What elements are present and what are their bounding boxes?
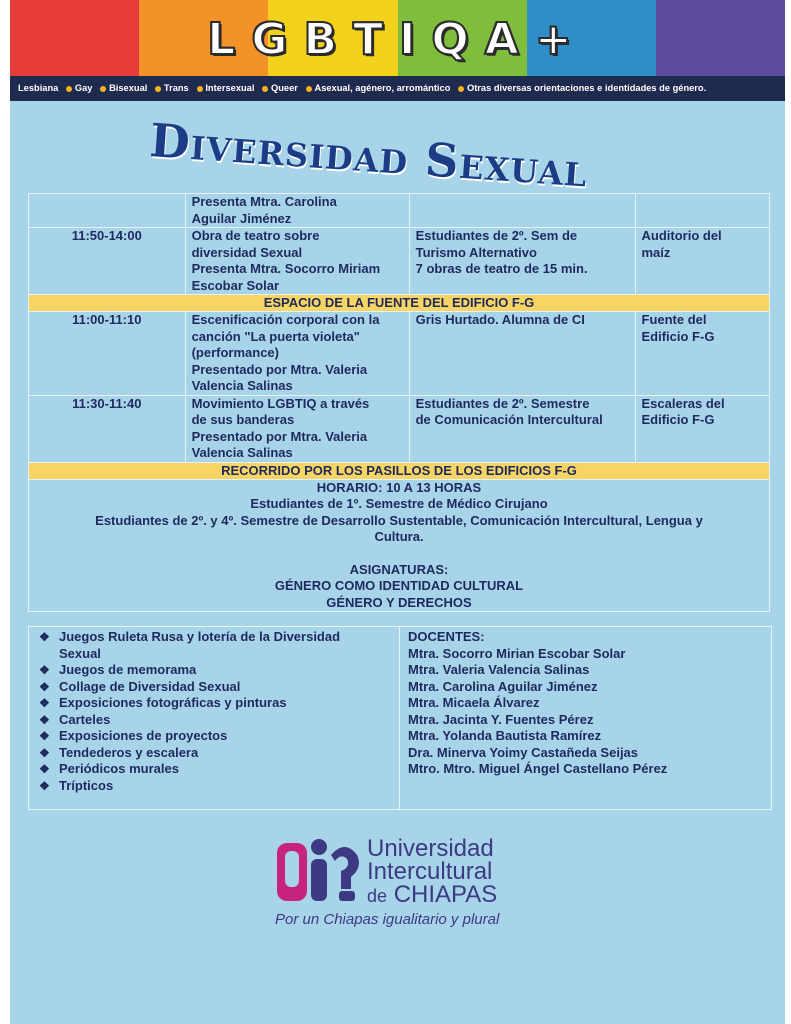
list-item-line: Exposiciones de proyectos (59, 728, 228, 743)
location-cell (635, 228, 770, 295)
diamond-bullet-icon: ❖ (39, 762, 50, 776)
category-item: Otras diversas orientaciones e identidades de género. (466, 83, 707, 93)
activities-list (29, 627, 400, 809)
activity-cell (185, 194, 409, 228)
activity-line: Obra de teatro sobre (191, 228, 320, 243)
activity-line: diversidad Sexual (191, 244, 303, 260)
activity-line: Valencia Salinas (191, 378, 293, 393)
university-slogan: Por un Chiapas igualitario y plural (275, 911, 500, 928)
subjects-label: ASIGNATURAS: (349, 561, 449, 577)
activity-line: Presentado por Mtra. Valeria (191, 428, 368, 444)
audience-line: Cultura. (374, 529, 424, 544)
location-cell (635, 312, 770, 396)
activity-cell (185, 228, 409, 295)
audience-line: Estudiantes de 2º. y 4º. Semestre de Desarrollo Sustentable, Comunicación Intercultural, Lengua y (95, 512, 703, 528)
route-info-cell (29, 479, 770, 612)
docente-name: Mtro. Mtro. Miguel Ángel Castellano Pérez (408, 761, 668, 776)
list-item-line: Carteles (59, 711, 111, 727)
category-item: Trans (163, 83, 189, 93)
diamond-bullet-icon: ❖ (39, 729, 50, 743)
bullet-dot-icon (458, 86, 464, 92)
bullet-dot-icon (262, 86, 268, 92)
category-item: Queer (271, 83, 298, 93)
list-item-line: Juegos Ruleta Rusa y lotería de la Diversidad (59, 629, 341, 644)
university-name-de: de (367, 886, 388, 906)
docente-name: Mtra. Micaela Álvarez (408, 695, 540, 710)
docente-name: Mtra. Jacinta Y. Fuentes Pérez (408, 711, 594, 727)
location-cell (635, 194, 770, 228)
activity-line: (performance) (191, 345, 279, 360)
activity-line: Aguilar Jiménez (191, 210, 292, 226)
time-cell: 11:50-14:00 (29, 228, 186, 295)
table-row (29, 228, 770, 295)
category-item: Asexual, agénero, arromántico (314, 83, 451, 93)
location-cell (635, 395, 770, 462)
bullet-dot-icon (306, 86, 312, 92)
list-item-line: Exposiciones fotográficas y pinturas (59, 695, 287, 710)
list-item (39, 679, 399, 696)
docente-name: Mtra. Yolanda Bautista Ramírez (408, 728, 602, 743)
activity-line: Escobar Solar (191, 277, 280, 293)
bullet-dot-icon (66, 86, 72, 92)
list-item (39, 778, 399, 795)
docentes-label: DOCENTES: (408, 629, 485, 644)
participants-line: Gris Hurtado. Alumna de CI (415, 312, 585, 327)
list-item (39, 745, 399, 762)
table-row (29, 395, 770, 462)
subject-item: GÉNERO Y DERECHOS (326, 594, 472, 610)
university-name-line: Universidad (367, 835, 494, 862)
location-line: maíz (641, 244, 671, 260)
title-area (10, 101, 785, 198)
activity-line: Movimiento LGBTIQ a través (191, 395, 370, 411)
activity-line: Presenta Mtra. Socorro Miriam (191, 261, 381, 276)
participants-cell (409, 395, 635, 462)
activities-docentes-box (28, 626, 772, 810)
page-title: Diversidad Sexual (148, 113, 590, 198)
diamond-bullet-icon: ❖ (39, 696, 50, 710)
list-item-line: Periódicos murales (59, 761, 179, 776)
university-logo (275, 835, 535, 935)
table-row (29, 194, 770, 228)
time-cell (29, 194, 186, 228)
university-name-chiapas: CHIAPAS (393, 881, 498, 908)
participants-line: Turismo Alternativo (415, 244, 537, 260)
audience-line: Estudiantes de 1º. Semestre de Médico Cirujano (250, 496, 548, 511)
section-band-label: ESPACIO DE LA FUENTE DEL EDIFICIO F-G (29, 295, 770, 312)
table-row (29, 312, 770, 396)
participants-line: 7 obras de teatro de 15 min. (415, 261, 588, 276)
docente-name: Mtra. Carolina Aguilar Jiménez (408, 678, 598, 694)
activity-cell (185, 395, 409, 462)
table-row (29, 479, 770, 612)
list-item-line: Trípticos (59, 777, 114, 793)
participants-cell (409, 228, 635, 295)
time-cell: 11:30-11:40 (29, 395, 186, 462)
university-emblem-icon (275, 835, 365, 905)
location-line: Edificio F-G (641, 412, 715, 427)
list-item-line: Sexual (59, 645, 101, 661)
participants-cell (409, 312, 635, 396)
activity-line: Escenificación corporal con la (191, 312, 380, 327)
time-cell: 11:00-11:10 (29, 312, 186, 396)
list-item-line: Juegos de memorama (59, 662, 197, 677)
bullet-dot-icon (155, 86, 161, 92)
bullet-dot-icon (100, 86, 106, 92)
category-item: Bisexual (109, 83, 148, 93)
section-band-label: RECORRIDO POR LOS PASILLOS DE LOS EDIFICIOS F-G (29, 462, 770, 479)
participants-line: Estudiantes de 2º. Sem de (415, 228, 578, 243)
activity-line: de sus banderas (191, 412, 295, 427)
list-item (39, 761, 399, 778)
categories-bar (10, 76, 785, 101)
list-item (39, 712, 399, 729)
activity-line: Presenta Mtra. Carolina (191, 194, 337, 209)
diamond-bullet-icon: ❖ (39, 630, 50, 644)
university-name (367, 837, 497, 908)
university-name-line (367, 883, 497, 908)
category-item: Intersexual (205, 83, 255, 93)
diamond-bullet-icon: ❖ (39, 745, 50, 760)
rainbow-banner (10, 0, 785, 76)
section-band (29, 462, 770, 479)
bullet-dot-icon (197, 86, 203, 92)
activity-line: canción "La puerta violeta" (191, 328, 360, 344)
category-item: Lesbiana (18, 83, 59, 93)
location-line: Auditorio del (641, 228, 722, 243)
docente-name: Dra. Minerva Yoimy Castañeda Seijas (408, 744, 639, 760)
diamond-bullet-icon: ❖ (39, 663, 50, 677)
flyer-page (10, 0, 785, 1024)
location-line: Fuente del (641, 312, 707, 327)
list-item-line: Collage de Diversidad Sexual (59, 678, 241, 694)
category-item: Gay (74, 83, 93, 93)
activity-line: Valencia Salinas (191, 445, 293, 460)
diamond-bullet-icon: ❖ (39, 712, 50, 727)
diamond-bullet-icon: ❖ (39, 778, 50, 793)
participants-line: de Comunicación Intercultural (415, 412, 603, 427)
schedule-hours: HORARIO: 10 A 13 HORAS (316, 479, 482, 495)
banner-title: LGBTIQA+ (207, 14, 588, 65)
diamond-bullet-icon: ❖ (39, 679, 50, 694)
activity-line: Presentado por Mtra. Valeria (191, 361, 368, 377)
subject-item: GÉNERO COMO IDENTIDAD CULTURAL (274, 578, 524, 593)
participants-line: Estudiantes de 2º. Semestre (415, 395, 590, 411)
participants-cell (409, 194, 635, 228)
location-line: Escaleras del (641, 395, 725, 411)
list-item (39, 662, 399, 679)
docente-name: Mtra. Socorro Mirian Escobar Solar (408, 645, 626, 661)
list-item-line: Tendederos y escalera (59, 744, 199, 760)
activity-cell (185, 312, 409, 396)
list-item-text (59, 629, 340, 662)
list-item (39, 695, 399, 712)
docentes-list (400, 627, 771, 809)
docente-name: Mtra. Valeria Valencia Salinas (408, 662, 590, 677)
location-line: Edificio F-G (641, 328, 715, 344)
university-name-line: Intercultural (367, 858, 493, 885)
list-item (39, 728, 399, 745)
schedule-table (28, 193, 770, 612)
list-item (39, 629, 399, 662)
section-band (29, 295, 770, 312)
spacer (35, 546, 763, 562)
